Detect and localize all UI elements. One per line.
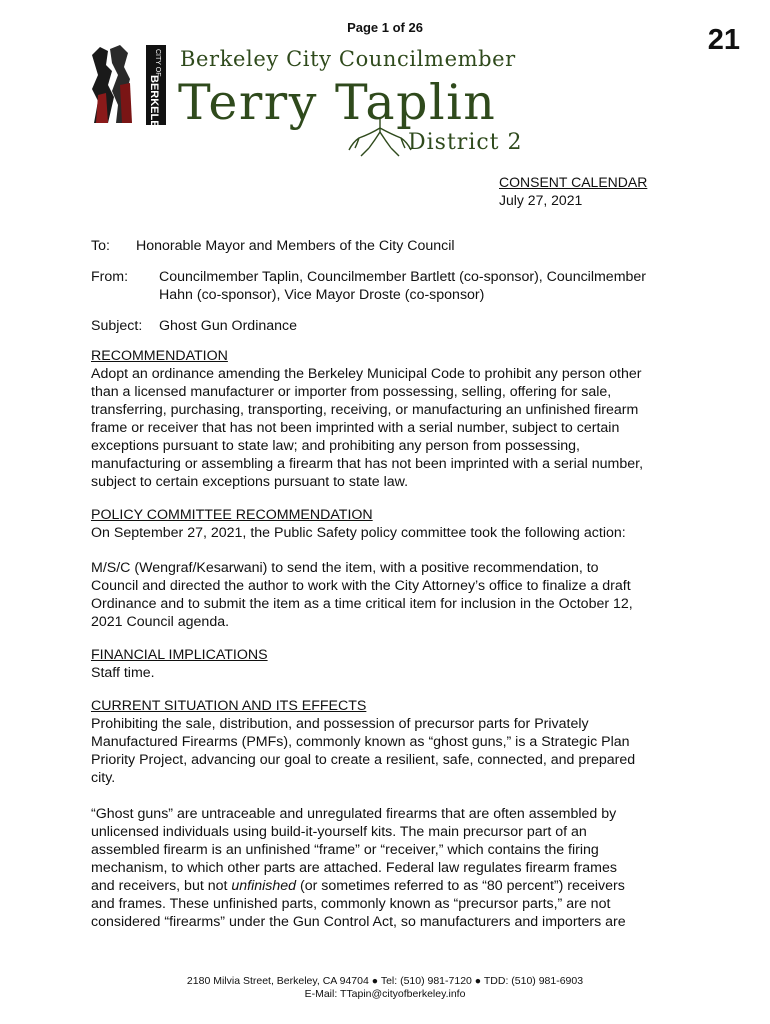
memo-to-row bbox=[91, 237, 455, 255]
ghost-guns-line: mechanism, to which other parts are attached. Federal law regulates firearm frames bbox=[91, 860, 617, 876]
ghost-guns-line5-emphasis: unfinished bbox=[231, 878, 297, 894]
financial-implications-line: Staff time. bbox=[91, 665, 155, 681]
recommendation-line: subject to certain exceptions pursuant to state law. bbox=[91, 474, 409, 490]
msc-line: Ordinance and to submit the item as a time critical item for inclusion in the October 12, bbox=[91, 596, 633, 612]
recommendation-line: Adopt an ordinance amending the Berkeley Municipal Code to prohibit any person other bbox=[91, 366, 642, 382]
ghost-guns-line: and frames. These unfinished parts, commonly known as “precursor parts,” are not bbox=[91, 896, 611, 912]
consent-calendar-block bbox=[499, 173, 647, 209]
ghost-guns-line bbox=[91, 877, 625, 895]
from-label: From: bbox=[91, 269, 129, 285]
policy-committee-heading: POLICY COMMITTEE RECOMMENDATION bbox=[91, 507, 373, 523]
letterhead-councilmember-name: Terry Taplin bbox=[178, 74, 497, 131]
msc-line: Council and directed the author to work with the City Attorney’s office to finalize a draft bbox=[91, 578, 631, 594]
svg-text:CITY OF: CITY OF bbox=[154, 49, 161, 77]
recommendation-line: exceptions pursuant to state law; and prohibiting any person from possessing, bbox=[91, 438, 580, 454]
svg-text:BERKELEY: BERKELEY bbox=[148, 75, 160, 125]
recommendation-line: frame or receiver that has not been imprinted with a serial number, subject to certain bbox=[91, 420, 620, 436]
footer-address: 2180 Milvia Street, Berkeley, CA 94704 ● Tel: (510) 981-7120 ● TDD: (510) 981-6903 bbox=[186, 975, 584, 987]
msc-line: 2021 Council agenda. bbox=[91, 614, 230, 630]
from-value-line1: Councilmember Taplin, Councilmember Bartlett (co-sponsor), Councilmember bbox=[159, 269, 647, 285]
ghost-guns-line5-post: (or sometimes referred to as “80 percent”) receivers bbox=[296, 878, 625, 894]
berkeley-seal-logo bbox=[90, 45, 166, 125]
page-number: Page 1 of 26 bbox=[347, 20, 423, 35]
subject-value: Ghost Gun Ordinance bbox=[159, 318, 298, 334]
ghost-guns-line: “Ghost guns” are untraceable and unregulated firearms that are often assembled by bbox=[91, 806, 617, 822]
agenda-item-number: 21 bbox=[707, 24, 740, 56]
current-situation-line: Prohibiting the sale, distribution, and possession of precursor parts for Privately bbox=[91, 716, 589, 732]
tree-roots-icon bbox=[345, 118, 415, 158]
current-situation-line: city. bbox=[91, 770, 116, 786]
subject-label: Subject: bbox=[91, 318, 143, 334]
recommendation-line: than a licensed manufacturer or importer from possessing, selling, offering for sale, bbox=[91, 384, 612, 400]
ghost-guns-line: assembled firearm is an unfinished “frame” or “receiver,” which contains the firing bbox=[91, 842, 599, 858]
msc-line: M/S/C (Wengraf/Kesarwani) to send the item, with a positive recommendation, to bbox=[91, 560, 599, 576]
page-footer bbox=[0, 975, 770, 1001]
from-value-line2: Hahn (co-sponsor), Vice Mayor Droste (co-sponsor) bbox=[159, 287, 485, 303]
recommendation-line: transferring, purchasing, transporting, receiving, or manufacturing an unfinished firearm bbox=[91, 402, 639, 418]
recommendation-heading: RECOMMENDATION bbox=[91, 348, 228, 364]
letterhead-title-line1: Berkeley City Councilmember bbox=[180, 47, 516, 71]
memo-subject-row bbox=[91, 317, 297, 335]
to-value: Honorable Mayor and Members of the City Council bbox=[136, 238, 455, 254]
ghost-guns-line5-pre: and receivers, but not bbox=[91, 878, 232, 894]
footer-email: E-Mail: TTapin@cityofberkeley.info bbox=[304, 988, 466, 1000]
memo-from-row bbox=[91, 268, 646, 286]
current-situation-line: Manufactured Firearms (PMFs), commonly known as “ghost guns,” is a Strategic Plan bbox=[91, 734, 630, 750]
meeting-date: July 27, 2021 bbox=[499, 192, 583, 208]
letterhead-district: District 2 bbox=[408, 130, 523, 155]
recommendation-line: manufacturing or assembling a firearm that has not been imprinted with a serial number, bbox=[91, 456, 644, 472]
financial-implications-heading: FINANCIAL IMPLICATIONS bbox=[91, 647, 268, 663]
consent-calendar-label: CONSENT CALENDAR bbox=[499, 174, 648, 190]
current-situation-heading: CURRENT SITUATION AND ITS EFFECTS bbox=[91, 698, 367, 714]
current-situation-line: Priority Project, advancing our goal to create a resilient, safe, connected, and prepared bbox=[91, 752, 636, 768]
to-label: To: bbox=[91, 238, 110, 254]
ghost-guns-line: unlicensed individuals using build-it-yourself kits. The main precursor part of an bbox=[91, 824, 587, 840]
policy-committee-line: On September 27, 2021, the Public Safety policy committee took the following action: bbox=[91, 525, 626, 541]
ghost-guns-line: considered “firearms” under the Gun Control Act, so manufacturers and importers are bbox=[91, 914, 626, 930]
